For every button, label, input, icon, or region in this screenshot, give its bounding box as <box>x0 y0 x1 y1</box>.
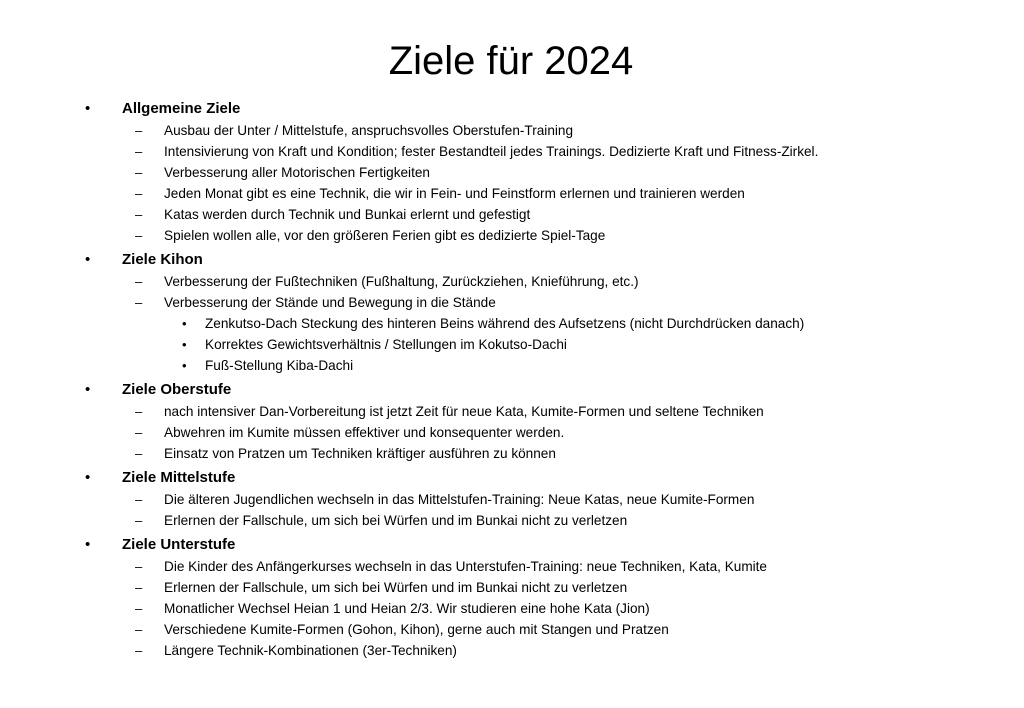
dash-icon: – <box>135 492 143 507</box>
list-item-text: Längere Technik-Kombinationen (3er-Techniken) <box>164 643 457 658</box>
list-item <box>0 489 1024 510</box>
list-item <box>0 292 1024 313</box>
sub-list-item <box>0 355 1024 376</box>
bullet-icon: • <box>85 536 91 553</box>
list-item <box>0 225 1024 246</box>
section-title: Ziele Kihon <box>122 251 203 268</box>
section-heading-ziele-mittelstufe <box>0 466 1024 489</box>
dash-icon: – <box>135 425 143 440</box>
list-item-text: Verschiedene Kumite-Formen (Gohon, Kihon), gerne auch mit Stangen und Pratzen <box>164 622 669 637</box>
slide-content <box>0 97 1024 661</box>
list-item-text: Verbesserung der Stände und Bewegung in die Stände <box>164 295 496 310</box>
list-item <box>0 271 1024 292</box>
section-title: Ziele Oberstufe <box>122 381 232 398</box>
dash-icon: – <box>135 622 143 637</box>
list-item <box>0 204 1024 225</box>
dash-icon: – <box>135 295 143 310</box>
list-item-text: nach intensiver Dan-Vorbereitung ist jetzt Zeit für neue Kata, Kumite-Formen und seltene Techniken <box>164 404 764 419</box>
list-item-text: Verbesserung der Fußtechniken (Fußhaltung, Zurückziehen, Knieführung, etc.) <box>164 274 639 289</box>
list-item <box>0 640 1024 661</box>
dash-icon: – <box>135 207 143 222</box>
dash-icon: – <box>135 643 143 658</box>
list-item-text: Erlernen der Fallschule, um sich bei Würfen und im Bunkai nicht zu verletzen <box>164 580 628 595</box>
sub-list-item-text: Korrektes Gewichtsverhältnis / Stellungen im Kokutso-Dachi <box>205 337 567 352</box>
list-item-text: Spielen wollen alle, vor den größeren Ferien gibt es dedizierte Spiel-Tage <box>164 228 606 243</box>
list-item-text: Einsatz von Pratzen um Techniken kräftiger ausführen zu können <box>164 446 556 461</box>
section-heading-allgemeine-ziele <box>0 97 1024 120</box>
list-item <box>0 141 1024 162</box>
section-heading-ziele-kihon <box>0 248 1024 271</box>
slide-title: Ziele für 2024 <box>388 39 634 83</box>
bullet-icon: • <box>182 316 187 331</box>
list-item-text: Die älteren Jugendlichen wechseln in das Mittelstufen-Training: Neue Katas, neue Kumite-Formen <box>164 492 755 507</box>
list-item-text: Verbesserung aller Motorischen Fertigkeiten <box>164 165 430 180</box>
bullet-icon: • <box>182 337 187 352</box>
list-item <box>0 120 1024 141</box>
dash-icon: – <box>135 559 143 574</box>
list-item-text: Erlernen der Fallschule, um sich bei Würfen und im Bunkai nicht zu verletzen <box>164 513 628 528</box>
list-item <box>0 162 1024 183</box>
section-heading-ziele-unterstufe <box>0 533 1024 556</box>
bullet-icon: • <box>182 358 187 373</box>
list-item <box>0 401 1024 422</box>
dash-icon: – <box>135 144 143 159</box>
bullet-icon: • <box>85 381 91 398</box>
dash-icon: – <box>135 165 143 180</box>
list-item-text: Abwehren im Kumite müssen effektiver und konsequenter werden. <box>164 425 565 440</box>
list-item <box>0 422 1024 443</box>
list-item <box>0 510 1024 531</box>
sub-list-item-text: Fuß-Stellung Kiba-Dachi <box>205 358 354 373</box>
section-title: Ziele Unterstufe <box>122 536 236 553</box>
bullet-icon: • <box>85 100 91 117</box>
list-item-text: Katas werden durch Technik und Bunkai erlernt und gefestigt <box>164 207 531 222</box>
dash-icon: – <box>135 123 143 138</box>
list-item-text: Jeden Monat gibt es eine Technik, die wir in Fein- und Feinstform erlernen und trainieren werden <box>164 186 745 201</box>
sub-list-item <box>0 313 1024 334</box>
dash-icon: – <box>135 446 143 461</box>
list-item <box>0 619 1024 640</box>
dash-icon: – <box>135 228 143 243</box>
list-item <box>0 443 1024 464</box>
dash-icon: – <box>135 580 143 595</box>
dash-icon: – <box>135 274 143 289</box>
dash-icon: – <box>135 513 143 528</box>
list-item-text: Die Kinder des Anfängerkurses wechseln in das Unterstufen-Training: neue Techniken, Kata, Kumite <box>164 559 767 574</box>
section-title: Ziele Mittelstufe <box>122 469 236 486</box>
bullet-icon: • <box>85 469 91 486</box>
list-item-text: Ausbau der Unter / Mittelstufe, anspruchsvolles Oberstufen-Training <box>164 123 574 138</box>
list-item-text: Intensivierung von Kraft und Kondition; fester Bestandteil jedes Trainings. Dedizierte Kraft und Fitness-Zirkel. <box>164 144 819 159</box>
section-heading-ziele-oberstufe <box>0 378 1024 401</box>
list-item <box>0 598 1024 619</box>
list-item <box>0 577 1024 598</box>
bullet-icon: • <box>85 251 91 268</box>
dash-icon: – <box>135 601 143 616</box>
list-item <box>0 183 1024 204</box>
list-item-text: Monatlicher Wechsel Heian 1 und Heian 2/3. Wir studieren eine hohe Kata (Jion) <box>164 601 650 616</box>
sub-list-item <box>0 334 1024 355</box>
dash-icon: – <box>135 404 143 419</box>
list-item <box>0 556 1024 577</box>
sub-list-item-text: Zenkutso-Dach Steckung des hinteren Beins während des Aufsetzens (nicht Durchdrücken danach) <box>205 316 805 331</box>
dash-icon: – <box>135 186 143 201</box>
section-title: Allgemeine Ziele <box>122 100 241 117</box>
